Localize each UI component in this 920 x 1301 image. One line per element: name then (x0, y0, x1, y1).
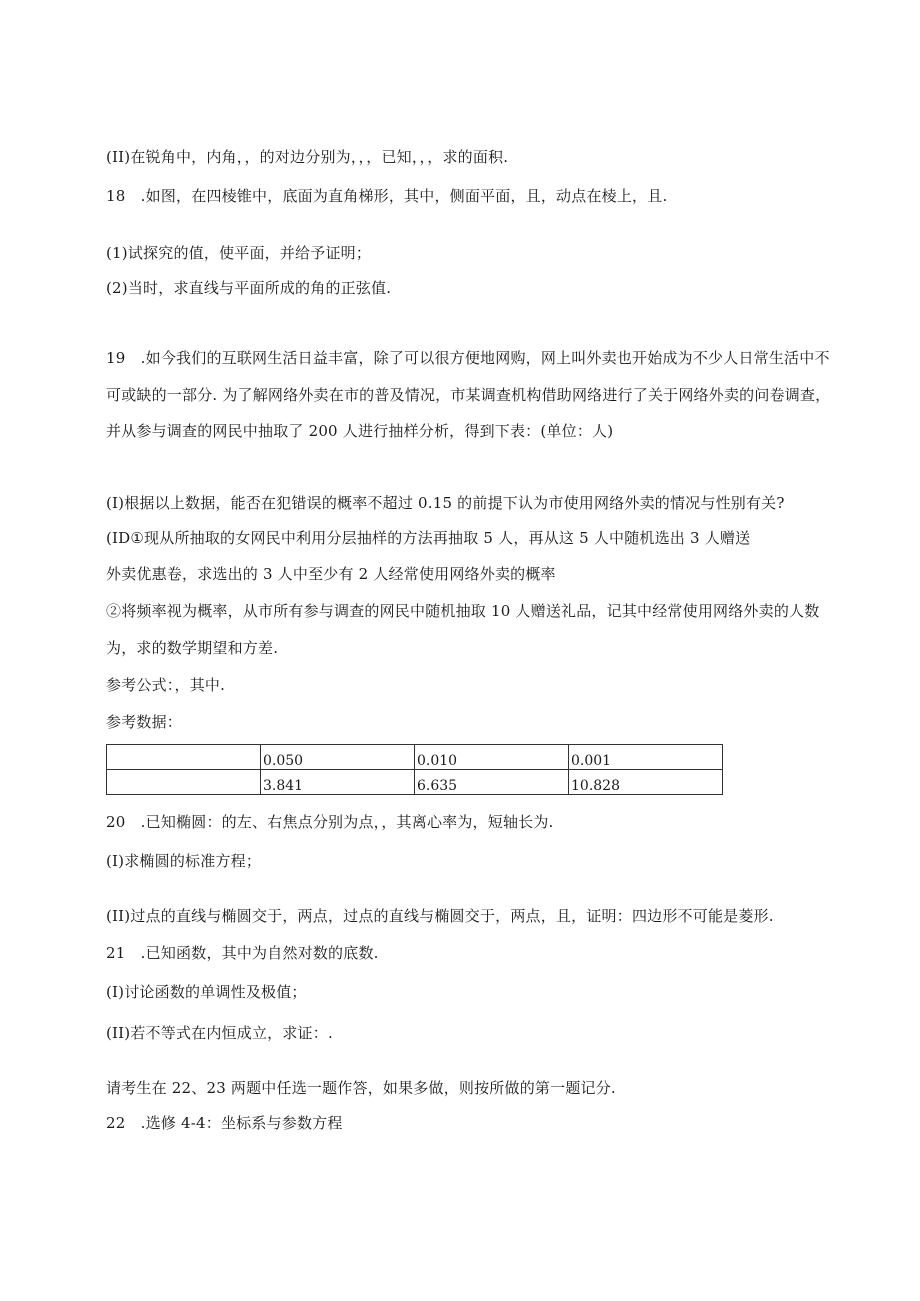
table-cell (107, 770, 261, 795)
q20-part2: (II)过点的直线与椭圆交于，两点，过点的直线与椭圆交于，两点，且，证明：四边形不可能是菱形. (106, 907, 774, 925)
q19-part2-line2: 外卖优惠卷，求选出的 3 人中至少有 2 人经常使用网络外卖的概率 (106, 565, 556, 583)
q19-stem-line2: 可或缺的一部分. 为了解网络外卖在市的普及情况，市某调查机构借助网络进行了关于网络外卖的问卷调查， (106, 386, 831, 404)
q20-part1: (I)求椭圆的标准方程； (106, 852, 262, 870)
q18-part2: (2)当时，求直线与平面所成的角的正弦值. (106, 279, 392, 297)
q21-stem: 21 .已知函数，其中为自然对数的底数. (106, 944, 379, 962)
table-cell: 0.050 (261, 745, 415, 770)
q18-part1: (1)试探究的值，使平面，并给予证明； (106, 244, 372, 262)
q19-stem-line1: 19 .如今我们的互联网生活日益丰富，除了可以很方便地网购，网上叫外卖也开始成为不少人日常生活中不 (106, 349, 830, 367)
q18-stem: 18 .如图，在四棱锥中，底面为直角梯形，其中，侧面平面，且，动点在棱上，且. (106, 187, 668, 205)
table-cell: 0.010 (415, 745, 569, 770)
q19-part2-line1: (ID①现从所抽取的女网民中利用分层抽样的方法再抽取 5 人，再从这 5 人中随机选出 3 人赠送 (106, 529, 751, 547)
table-row (107, 745, 723, 770)
reference-data-table (106, 744, 723, 795)
q17-part2: (II)在锐角中，内角，，的对边分别为，，，已知，，，求的面积. (106, 148, 509, 166)
q19-part2-line4: 为，求的数学期望和方差. (106, 639, 279, 657)
q19-part2-line3: ②将频率视为概率，从市所有参与调查的网民中随机抽取 10 人赠送礼品，记其中经常使用网络外卖的人数 (106, 602, 820, 620)
q22-title: 22 .选修 4-4：坐标系与参数方程 (106, 1114, 343, 1132)
elective-instruction: 请考生在 22、23 两题中任选一题作答，如果多做，则按所做的第一题记分. (106, 1079, 616, 1097)
q19-stem-line3: 并从参与调查的网民中抽取了 200 人进行抽样分析，得到下表：(单位：人) (106, 422, 614, 440)
q19-part1: (I)根据以上数据，能否在犯错误的概率不超过 0.15 的前提下认为市使用网络外卖的情况与性别有关? (106, 494, 785, 512)
table-cell: 3.841 (261, 770, 415, 795)
table-cell: 0.001 (569, 745, 723, 770)
q20-stem: 20 .已知椭圆：的左、右焦点分别为点，，其离心率为，短轴长为. (106, 813, 554, 831)
table-cell: 6.635 (415, 770, 569, 795)
q21-part1: (I)讨论函数的单调性及极值； (106, 983, 307, 1001)
q21-part2: (II)若不等式在内恒成立，求证：. (106, 1024, 333, 1042)
table-cell (107, 745, 261, 770)
reference-formula: 参考公式：，其中. (106, 676, 226, 694)
table-cell: 10.828 (569, 770, 723, 795)
reference-data-label: 参考数据： (106, 713, 183, 731)
table-row (107, 770, 723, 795)
